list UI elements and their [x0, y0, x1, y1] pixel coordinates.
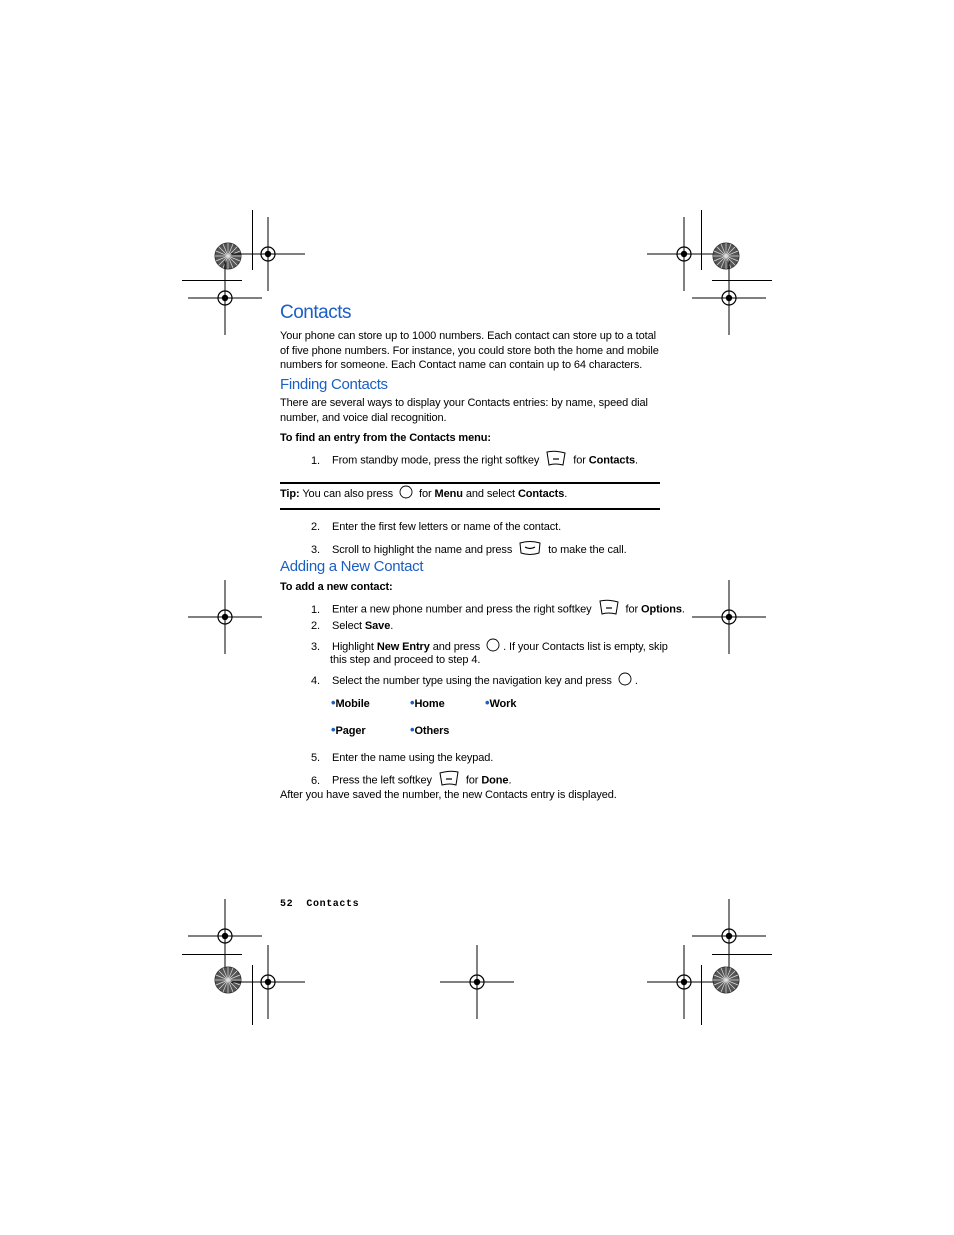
- type-others: •Others: [410, 722, 450, 737]
- page-number: 52: [280, 899, 294, 910]
- adding-step-3: 3. Highlight New Entry and press . If your Contacts list is empty, skip: [311, 638, 668, 657]
- right-softkey-icon: [545, 450, 567, 472]
- type-mobile: •Mobile: [331, 695, 370, 710]
- finding-step-1: 1. From standby mode, press the right softkey for Contacts.: [311, 450, 638, 472]
- bullet-icon: •: [410, 695, 415, 710]
- intro-paragraph: Your phone can store up to 1000 numbers. Each contact can store up to a total of five phone numbers. For instance, you could store both the home and mobile numbers for someone. Each Contact name can contain up to 64 characters.: [280, 330, 659, 371]
- type-home: •Home: [410, 695, 445, 710]
- adding-step-3-cont: this step and proceed to step 4.: [330, 654, 481, 666]
- page-footer: [280, 899, 359, 910]
- type-pager: •Pager: [331, 722, 366, 737]
- finding-subheading: To find an entry from the Contacts menu:: [280, 432, 491, 444]
- finding-step-2: 2. Enter the first few letters or name of the contact.: [311, 521, 562, 533]
- ok-key-icon: [618, 672, 632, 691]
- tip-top-rule: [280, 482, 660, 484]
- finding-step-3: 3. Scroll to highlight the name and press to make the call.: [311, 540, 627, 561]
- step-number: 1.: [311, 454, 320, 467]
- adding-step-4: 4. Select the number type using the navigation key and press .: [311, 672, 638, 691]
- bullet-icon: •: [331, 695, 336, 710]
- finding-paragraph: There are several ways to display your Contacts entries: by name, speed dial number, and voice dial recognition.: [280, 397, 648, 424]
- type-work: •Work: [485, 695, 517, 710]
- bullet-icon: •: [331, 722, 336, 737]
- right-softkey-icon: [598, 599, 620, 621]
- tip-label: Tip:: [280, 488, 300, 501]
- adding-step-6: 6. Press the left softkey for Done.: [311, 770, 511, 792]
- ok-key-icon: [399, 485, 413, 504]
- adding-step-2: 2. Select Save.: [311, 620, 394, 632]
- adding-step-1: 1. Enter a new phone number and press the right softkey for Options.: [311, 599, 685, 621]
- ok-key-icon: [486, 638, 500, 657]
- adding-heading: Adding a New Contact: [280, 558, 424, 575]
- adding-subheading: To add a new contact:: [280, 581, 393, 593]
- bullet-icon: •: [410, 722, 415, 737]
- bullet-icon: •: [485, 695, 490, 710]
- footer-section: Contacts: [306, 899, 360, 910]
- tip-box: Tip: You can also press for Menu and select Contacts.: [280, 485, 567, 504]
- finding-heading: Finding Contacts: [280, 376, 388, 393]
- adding-step-5: 5. Enter the name using the keypad.: [311, 752, 494, 764]
- tip-bottom-rule: [280, 508, 660, 510]
- send-key-icon: [518, 540, 542, 561]
- page-title: Contacts: [280, 302, 351, 323]
- closing-paragraph: After you have saved the number, the new Contacts entry is displayed.: [280, 789, 617, 801]
